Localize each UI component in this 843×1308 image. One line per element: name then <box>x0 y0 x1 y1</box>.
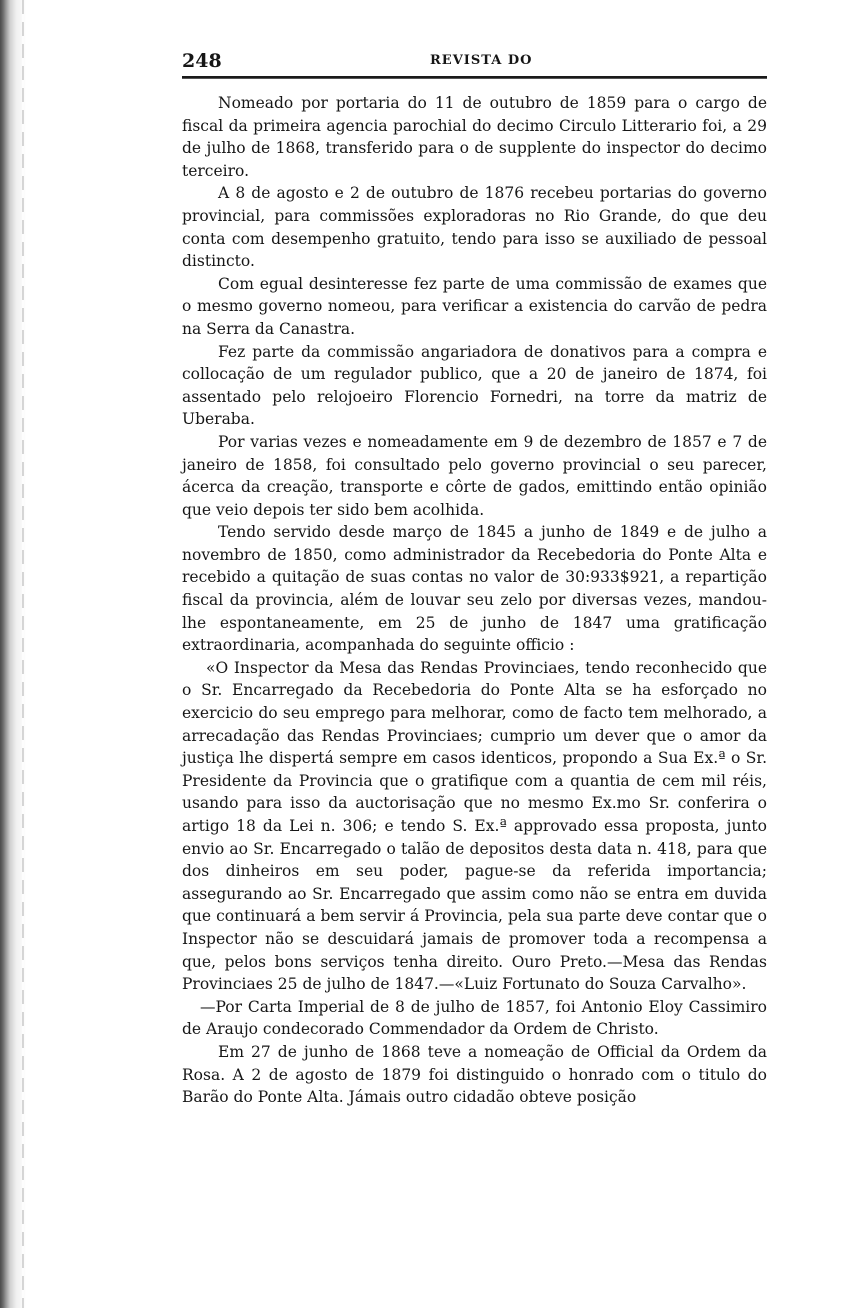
paragraph: Nomeado por portaria do 11 de outubro de 1859 para o cargo de fiscal da primeira agencia parochial do decimo Circulo Litterario foi, a 29 de julho de 1868, transferido para o de supplente do inspector do decimo terceiro. <box>182 94 767 180</box>
header-rule <box>182 76 767 79</box>
body-text <box>182 92 767 1109</box>
paragraph: Fez parte da commissão angariadora de donativos para a compra e collocação de um regulador publico, que a 20 de janeiro de 1874, foi assentado pelo relojoeiro Florencio Fornedri, na torre da matriz de Uberaba. <box>182 342 767 429</box>
paragraph: Em 27 de junho de 1868 teve a nomeação de Official da Ordem da Rosa. A 2 de agosto de 1879 foi distinguido o honrado com o titulo do Barão do Ponte Alta. Jámais outro cidadão obteve posição <box>182 1042 767 1107</box>
paragraph: —Por Carta Imperial de 8 de julho de 1857, foi Antonio Eloy Cassimiro de Araujo condecorado Commendador da Ordem de Christo. <box>182 997 767 1039</box>
paragraph: Tendo servido desde março de 1845 a junho de 1849 e de julho a novembro de 1850, como administrador da Recebedoria do Ponte Alta e recebido a quitação de suas contas no valor de 30:933$921, a repartição fiscal da provincia, além de louvar seu zelo por diversas vezes, mandou-lhe espontaneamente, em 25 de junho de 1847 uma gratificação extraordinaria, acompanhada do seguinte officio : <box>182 523 767 655</box>
paragraph: A 8 de agosto e 2 de outubro de 1876 recebeu portarias do governo provincial, para commissões exploradoras no Rio Grande, do que deu conta com desempenho gratuito, tendo para isso se auxiliado de pessoal distincto. <box>182 184 767 271</box>
quoted-letter: «O Inspector da Mesa das Rendas Provinciaes, tendo reconhecido que o Sr. Encarregado da Recebedoria do Ponte Alta se ha esforçado no exercicio do seu emprego para melhorar, como de facto tem melhorado, a arrecadação das Rendas Provinciaes; cumprio um dever que o amor da justiça lhe dispertá sempre em casos identicos, propondo a Sua Ex.ª o Sr. Presidente da Provincia que o gratifique com a quantia de cem mil réis, usando para isso da auctorisação que no mesmo Ex.mo Sr. conferira o artigo 18 da Lei n. 306; e tendo S. Ex.ª approvado essa proposta, junto envio ao Sr. Encarregado o talão de depositos desta data n. 418, para que dos dinheiros em seu poder, pague-se da referida importancia; assegurando ao Sr. Encarregado que assim como não se entra em duvida que continuará a bem servir á Provincia, pela sua parte deve contar que o Inspector não se descuidará jamais de promover toda a recompensa a que, pelos bons serviços tenha direito. Ouro Preto.—Mesa das Rendas Provinciaes 25 de julho de 1847.—«Luiz Fortunato do Souza Carvalho». <box>182 658 767 994</box>
paragraph: Por varias vezes e nomeadamente em 9 de dezembro de 1857 e 7 de janeiro de 1858, foi consultado pelo governo provincial o seu parecer, ácerca da creação, transporte e côrte de gados, emittindo então opinião que veio depois ter sido bem acolhida. <box>182 432 767 519</box>
page-number: 248 <box>182 50 222 72</box>
page-binding-edge <box>0 0 26 1308</box>
paragraph: Com egual desinteresse fez parte de uma commissão de exames que o mesmo governo nomeou, para verificar a existencia do carvão de pedra na Serra da Canastra. <box>182 274 767 338</box>
running-title: REVISTA DO <box>430 53 533 68</box>
page-header <box>182 48 767 74</box>
